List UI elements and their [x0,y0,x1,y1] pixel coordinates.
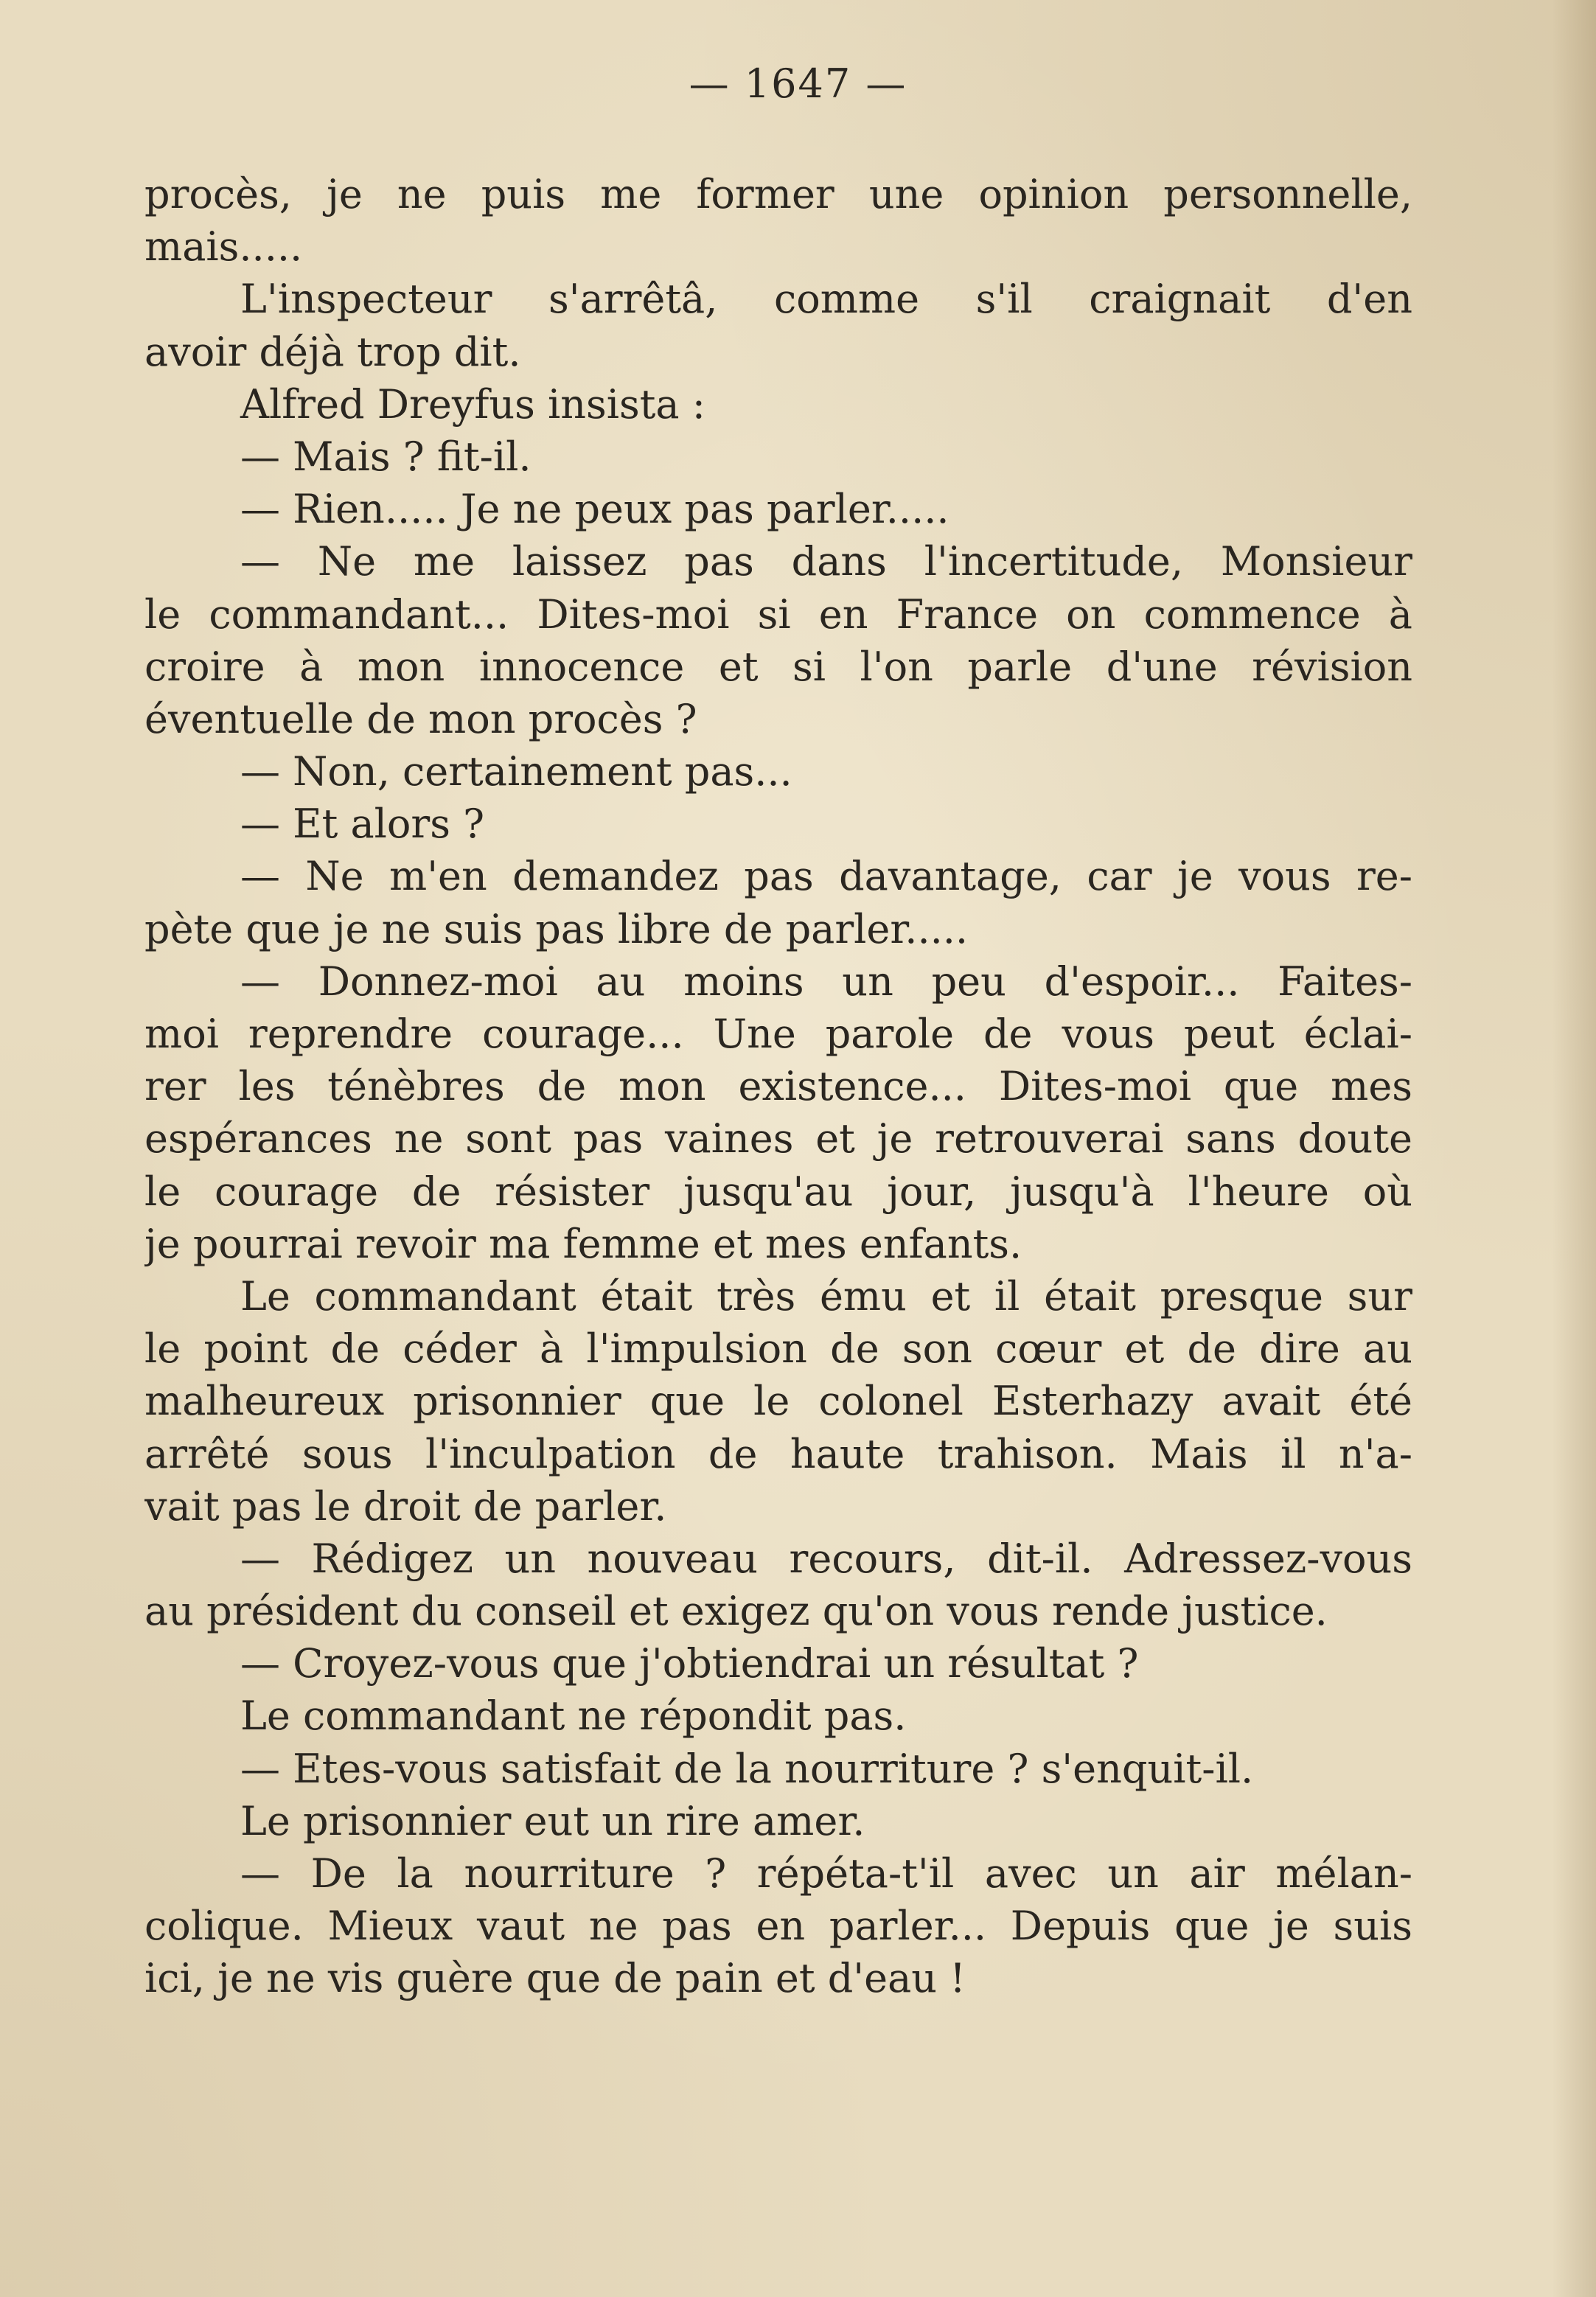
text-line: mais..... [144,223,303,271]
text-line: — Ne m'en demandez pas davantage, car je vous re- [240,853,1412,900]
text-line: je pourrai revoir ma femme et mes enfants. [144,1220,1022,1267]
text-line: moi reprendre courage... Une parole de vous peut éclai- [144,1011,1412,1057]
text-line: avoir déjà trop dit. [144,328,521,375]
text-line: le point de céder à l'impulsion de son cœur et de dire au [144,1325,1412,1373]
text-line: — Ne me laissez pas dans l'incertitude, Monsieur [240,538,1412,585]
text-line: Le commandant ne répondit pas. [240,1693,907,1740]
text-line: L'inspecteur s'arrêtâ, comme s'il craignait d'en [240,276,1412,323]
text-line: — Croyez-vous que j'obtiendrai un résultat ? [240,1640,1139,1687]
text-line: — Rédigez un nouveau recours, dit-il. Adressez-vous [240,1535,1412,1582]
text-line: le commandant... Dites-moi si en France on commence à [144,590,1412,638]
text-line: Le commandant était très ému et il était presque sur [240,1272,1412,1320]
body-text [144,168,1412,2005]
text-line: malheureux prisonnier que le colonel Esterhazy avait été [144,1378,1412,1425]
text-line: croire à mon innocence et si l'on parle d'une révision [144,643,1412,690]
text-line: éventuelle de mon procès ? [144,695,697,742]
text-line: — Etes-vous satisfait de la nourriture ? s'enquit-il. [240,1745,1254,1792]
text-line: Alfred Dreyfus insista : [240,380,705,428]
text-line: colique. Mieux vaut ne pas en parler... Depuis que je suis [144,1903,1412,1950]
text-line: vait pas le droit de parler. [144,1482,667,1530]
text-line: — Mais ? fit-il. [240,433,532,480]
text-line: arrêté sous l'inculpation de haute trahison. Mais il n'a- [144,1430,1412,1477]
text-line: Le prisonnier eut un rire amer. [240,1797,865,1844]
page-number: — 1647 — [689,60,907,107]
page-edge-shadow [1552,0,1596,2297]
text-line: au président du conseil et exigez qu'on vous rende justice. [144,1588,1328,1635]
text-line: le courage de résister jusqu'au jour, jusqu'à l'heure où [144,1168,1412,1215]
text-line: — De la nourriture ? répéta-t'il avec un air mélan- [240,1850,1412,1897]
text-line: pète que je ne suis pas libre de parler..... [144,905,969,952]
text-line: — Donnez-moi au moins un peu d'espoir... Faites- [240,958,1412,1005]
text-line: — Non, certainement pas... [240,748,792,795]
text-line: rer les ténèbres de mon existence... Dites-moi que mes [144,1063,1412,1110]
text-line: procès, je ne puis me former une opinion personnelle, [144,171,1412,217]
text-line: espérances ne sont pas vaines et je retrouverai sans doute [144,1115,1412,1163]
text-line: — Et alors ? [240,801,485,848]
text-line: ici, je ne vis guère que de pain et d'eau ! [144,1955,966,2002]
text-line: — Rien..... Je ne peux pas parler..... [240,486,949,533]
